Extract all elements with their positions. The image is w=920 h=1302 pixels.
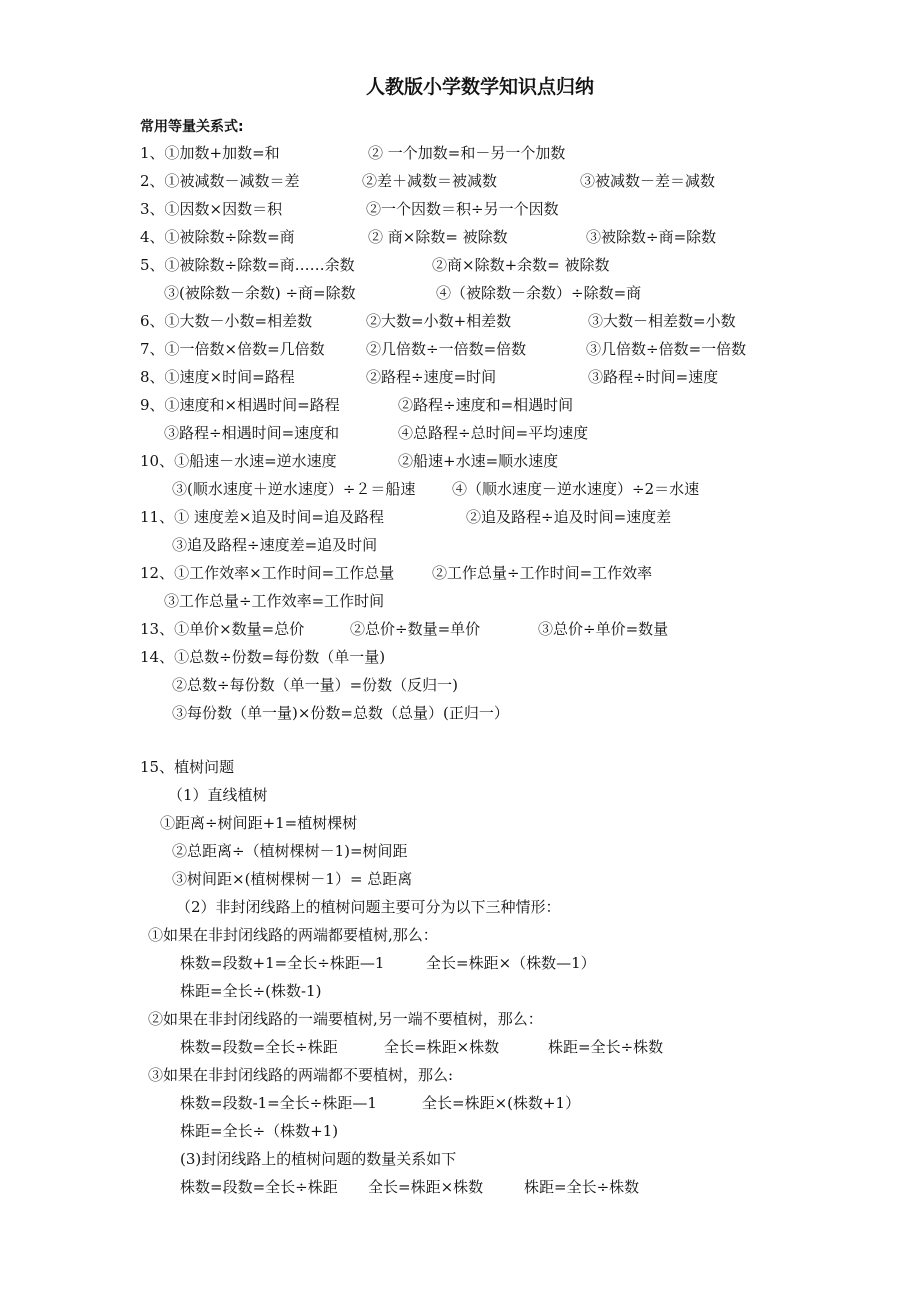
- formula-text: ③如果在非封闭线路的两端都不要植树，那么:: [148, 1066, 454, 1084]
- formula-text: 株数=段数+1=全长÷株距—1: [180, 954, 385, 972]
- formula-text: ②一个因数＝积÷另一个因数: [366, 200, 559, 218]
- formula-text: 3、①因数×因数＝积: [140, 200, 283, 218]
- formula-text: ②船速+水速=顺水速度: [398, 452, 559, 470]
- formula-text: （1）直线植树: [168, 786, 268, 804]
- formula-text: 4、①被除数÷除数=商: [140, 228, 295, 246]
- formula-text: 15、植树问题: [140, 758, 235, 776]
- formula-text: 全长=株距×(株数+1）: [422, 1094, 581, 1112]
- formula-text: ②商×除数+余数= 被除数: [432, 256, 610, 274]
- formula-text: 1、①加数+加数=和: [140, 144, 280, 162]
- document-title: 人教版小学数学知识点归纳: [365, 76, 594, 98]
- formula-text: ③(顺水速度＋逆水速度）÷２＝船速: [172, 480, 416, 498]
- formula-text: ③路程÷相遇时间=速度和: [164, 424, 340, 442]
- formula-text: 10、①船速－水速=逆水速度: [140, 452, 337, 470]
- formula-text: ③路程÷时间=速度: [588, 368, 719, 386]
- formula-text: ④总路程÷总时间=平均速度: [398, 424, 589, 442]
- formula-text: ②如果在非封闭线路的一端要植树,另一端不要植树，那么：: [148, 1010, 543, 1028]
- formula-text: 全长=株距×株数: [368, 1178, 484, 1196]
- formula-text: ③被除数÷商=除数: [586, 228, 717, 246]
- formula-text: ②路程÷速度=时间: [366, 368, 497, 386]
- formula-text: ③每份数（单一量)×份数=总数（总量）(正归一）: [172, 704, 509, 722]
- formula-text: ②大数=小数+相差数: [366, 312, 512, 330]
- formula-text: 株数=段数-1=全长÷株距—1: [180, 1094, 377, 1112]
- formula-text: ③总价÷单价=数量: [538, 620, 669, 638]
- formula-text: ①距离÷树间距+1=植树棵树: [160, 814, 358, 832]
- formula-text: 全长=株距×（株数—1）: [426, 954, 596, 972]
- formula-text: 株距=全长÷(株数-1): [180, 982, 322, 1000]
- formula-text: ②几倍数÷一倍数=倍数: [366, 340, 527, 358]
- formula-text: ③工作总量÷工作效率=工作时间: [164, 592, 385, 610]
- formula-text: ②追及路程÷追及时间=速度差: [466, 508, 672, 526]
- formula-text: 12、①工作效率×工作时间=工作总量: [140, 564, 395, 582]
- formula-text: ③追及路程÷速度差=追及时间: [172, 536, 378, 554]
- formula-text: ②路程÷速度和=相遇时间: [398, 396, 574, 414]
- formula-text: ①如果在非封闭线路的两端都要植树,那么：: [148, 926, 438, 944]
- formula-text: （2）非封闭线路上的植树问题主要可分为以下三种情形：: [176, 898, 561, 916]
- formula-text: ②总距离÷（植树棵树－1)=树间距: [172, 842, 408, 860]
- formula-text: ④（被除数－余数）÷除数=商: [436, 284, 642, 302]
- formula-text: 株距=全长÷株数: [524, 1178, 640, 1196]
- formula-text: ② 一个加数=和－另一个加数: [368, 144, 566, 162]
- formula-text: ② 商×除数= 被除数: [368, 228, 508, 246]
- formula-text: 7、①一倍数×倍数=几倍数: [140, 340, 325, 358]
- formula-text: ②总数÷每份数（单一量）=份数（反归一): [172, 676, 458, 694]
- formula-text: 株距=全长÷株数: [548, 1038, 664, 1056]
- formula-text: 14、①总数÷份数=每份数（单一量): [140, 648, 386, 666]
- formula-text: ③大数－相差数=小数: [588, 312, 736, 330]
- section-heading: 常用等量关系式:: [140, 119, 244, 135]
- formula-text: 全长=株距×株数: [384, 1038, 500, 1056]
- formula-text: 6、①大数－小数=相差数: [140, 312, 313, 330]
- formula-text: 株距=全长÷（株数+1): [180, 1122, 339, 1140]
- formula-text: 13、①单价×数量=总价: [140, 620, 305, 638]
- formula-text: ②总价÷数量=单价: [350, 620, 481, 638]
- formula-text: 2、①被减数－减数＝差: [140, 172, 300, 190]
- formula-text: ④（顺水速度－逆水速度）÷2＝水速: [452, 480, 700, 498]
- formula-text: ③树间距×(植树棵树－1）= 总距离: [172, 870, 413, 888]
- formula-text: ③(被除数－余数) ÷商=除数: [164, 284, 356, 302]
- formula-text: 9、①速度和×相遇时间=路程: [140, 396, 340, 414]
- formula-text: ②差＋减数＝被减数: [362, 172, 498, 190]
- formula-text: ③被减数－差＝减数: [580, 172, 716, 190]
- formula-text: 8、①速度×时间=路程: [140, 368, 295, 386]
- formula-text: 11、① 速度差×追及时间=追及路程: [140, 508, 384, 526]
- formula-text: 株数=段数=全长÷株距: [180, 1178, 338, 1196]
- formula-text: 株数=段数=全长÷株距: [180, 1038, 338, 1056]
- formula-text: ③几倍数÷倍数=一倍数: [586, 340, 747, 358]
- formula-text: (3)封闭线路上的植树问题的数量关系如下: [180, 1150, 457, 1168]
- formula-text: ②工作总量÷工作时间=工作效率: [432, 564, 653, 582]
- formula-text: 5、①被除数÷除数=商……余数: [140, 256, 355, 274]
